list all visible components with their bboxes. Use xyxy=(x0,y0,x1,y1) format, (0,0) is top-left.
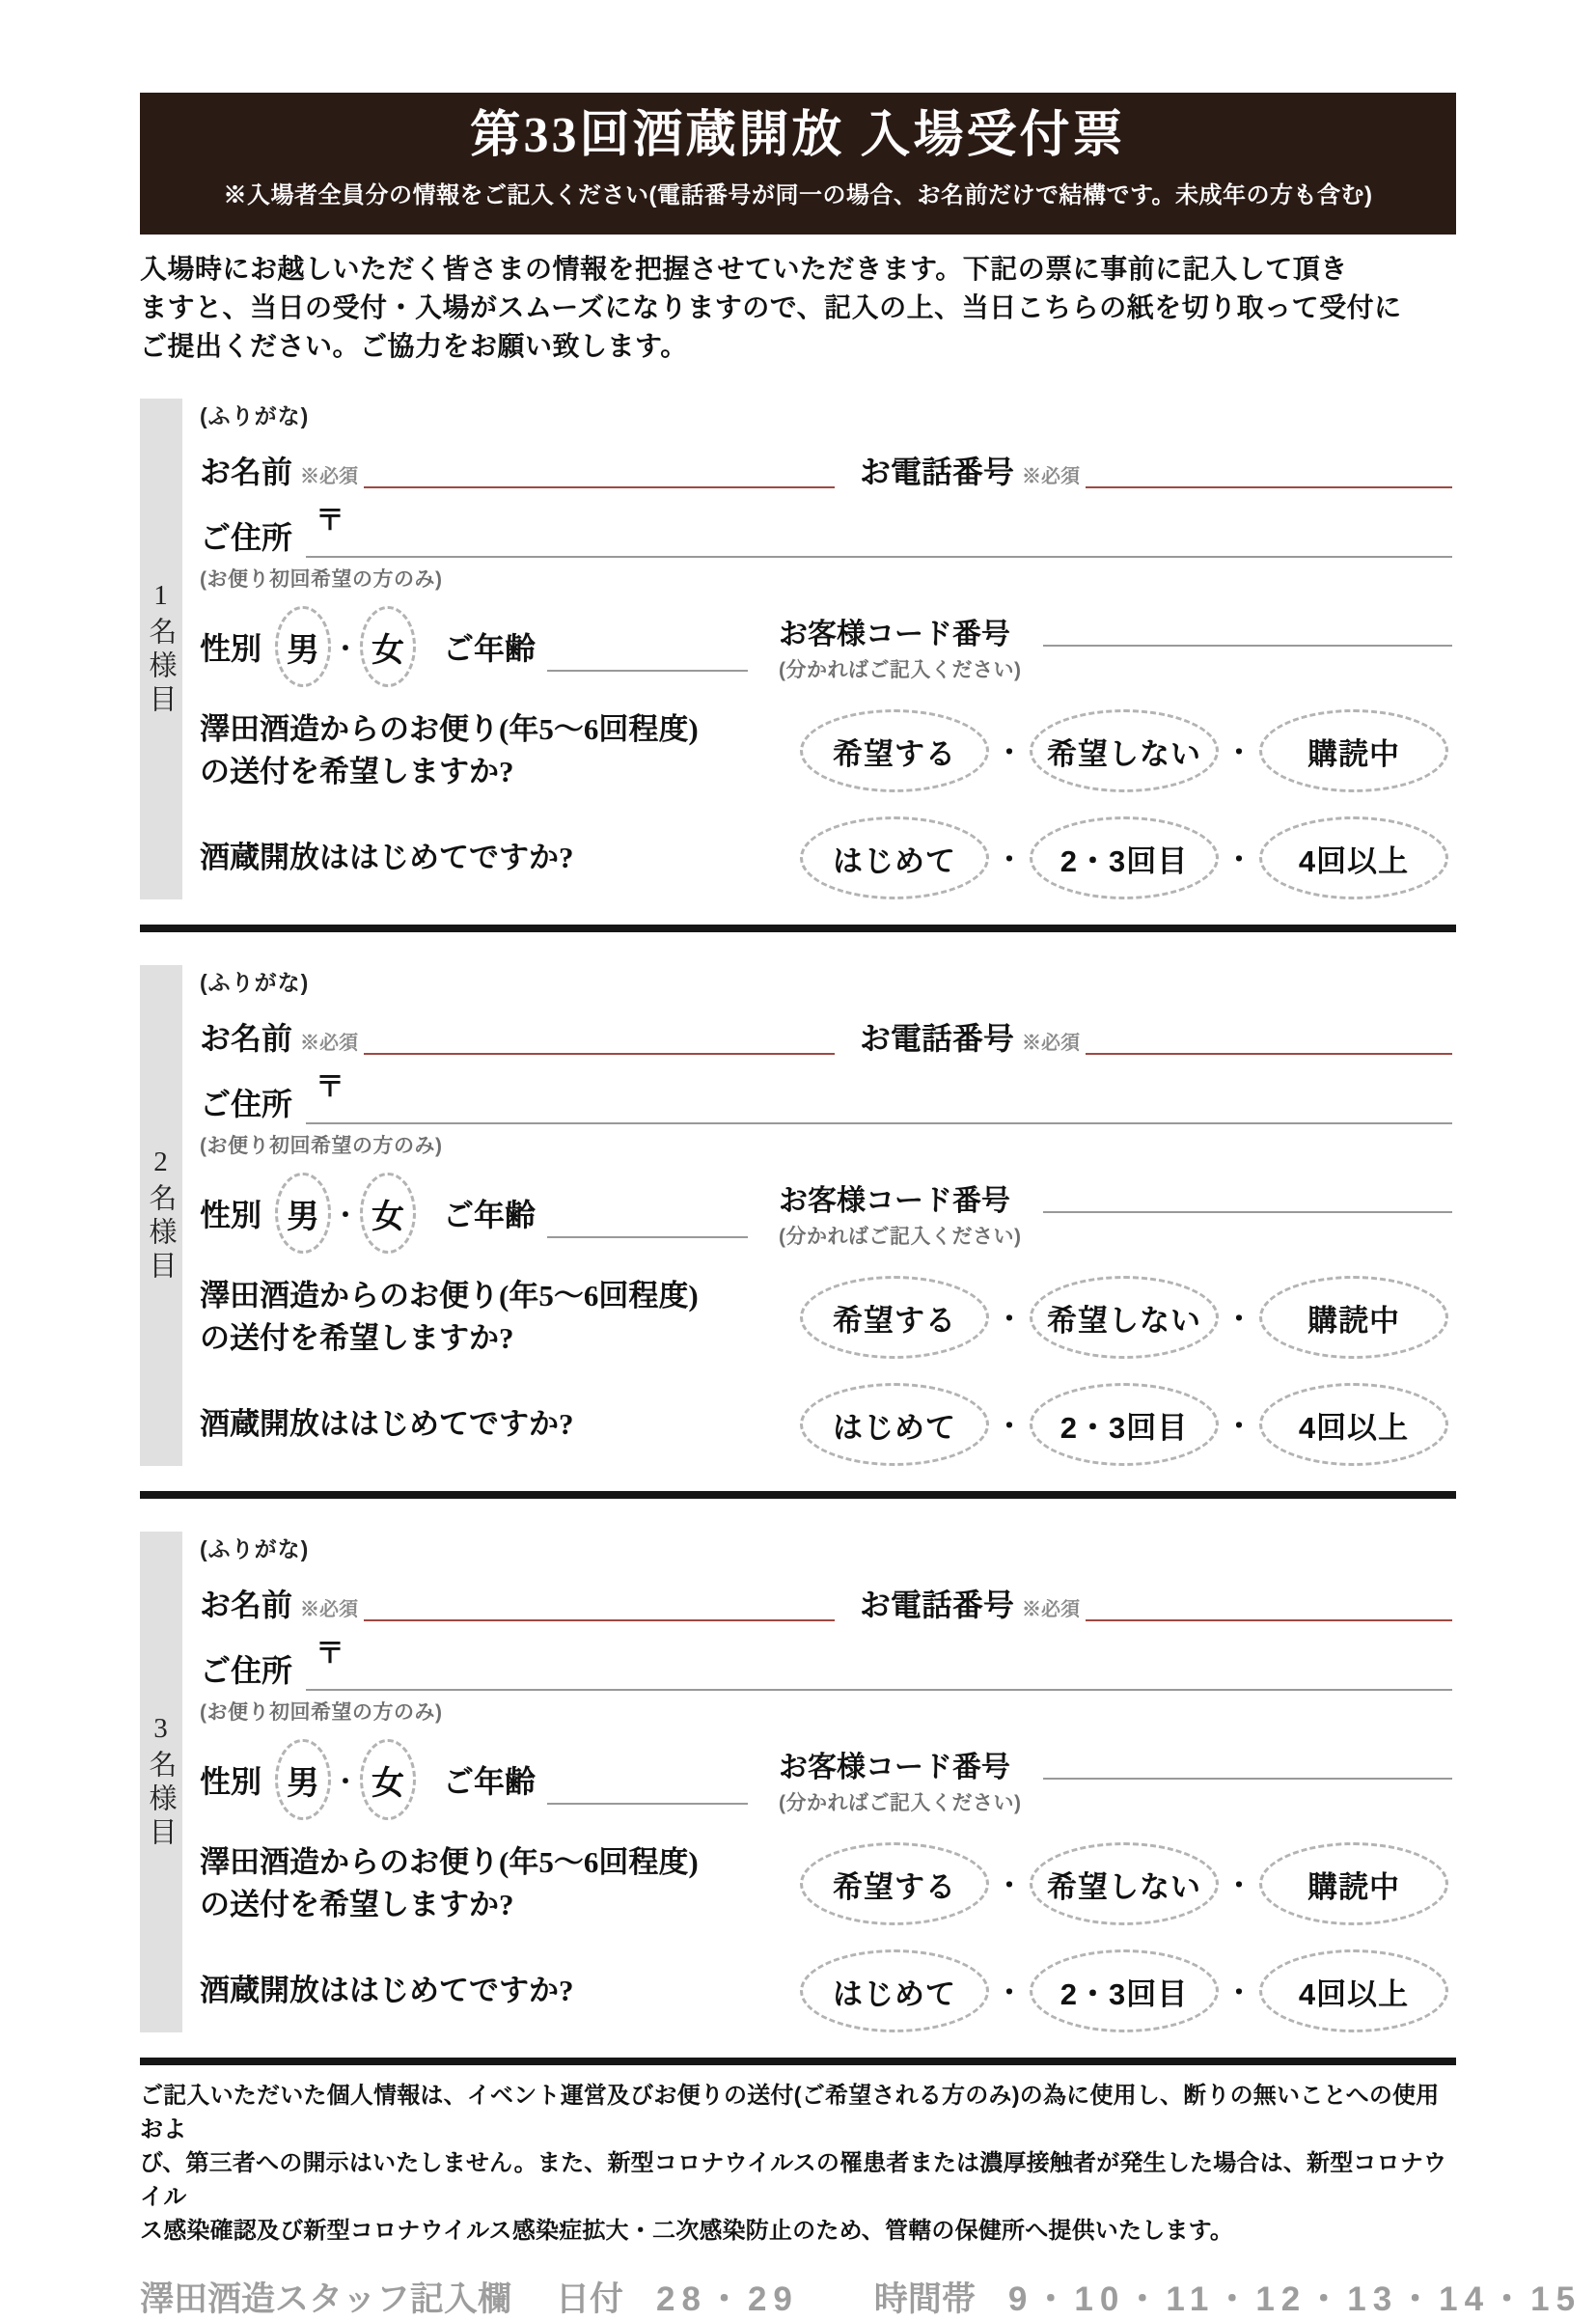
furigana-label: (ふりがな) xyxy=(200,1536,310,1561)
date-options[interactable]: 28・29 xyxy=(656,2280,799,2318)
age-label: ご年齢 xyxy=(443,1198,537,1232)
address-input-line[interactable] xyxy=(306,500,1452,558)
postal-mark: 〒 xyxy=(316,505,345,537)
intro-line: ますと、当日の受付・入場がスムーズになりますので、記入の上、当日こちらの紙を切り取って受付に xyxy=(140,292,1402,322)
name-phone-row xyxy=(200,436,1456,494)
first-time-option-2-3[interactable]: 2・3回目 xyxy=(1030,1949,1219,2032)
customer-code-hint: (分かればご記入ください) xyxy=(779,1226,1022,1248)
person-number-sidebar xyxy=(140,965,182,1466)
customer-code-row xyxy=(779,610,1456,652)
option-separator: ・ xyxy=(1225,1411,1253,1441)
option-separator: ・ xyxy=(996,844,1024,874)
first-time-options xyxy=(800,1949,1448,2032)
phone-required-badge: ※必須 xyxy=(1022,1599,1081,1620)
customer-code-block xyxy=(779,1176,1456,1250)
postal-mark: 〒 xyxy=(316,1071,345,1103)
form-title: 第33回酒蔵開放 入場受付票 xyxy=(470,108,1126,163)
address-hint: (お便り初回希望の方のみ) xyxy=(200,568,443,591)
name-label: お名前 xyxy=(200,1588,293,1622)
postal-mark: 〒 xyxy=(316,1638,345,1670)
gender-separator: ・ xyxy=(333,1200,359,1230)
newsletter-question-row xyxy=(200,1841,1456,1926)
privacy-line: ス感染確認及び新型コロナウイルス感染症拡大・二次感染防止のため、管轄の保健所へ提供いたします。 xyxy=(140,2218,1234,2244)
customer-code-hint: (分かればご記入ください) xyxy=(779,1792,1022,1814)
newsletter-options xyxy=(800,1276,1448,1359)
person-number-label: 2名様目 xyxy=(145,1147,177,1285)
newsletter-option-subscribed[interactable]: 購読中 xyxy=(1259,709,1448,792)
name-required-badge: ※必須 xyxy=(300,466,359,487)
gender-age-code-row xyxy=(200,1735,1456,1824)
customer-code-input-line[interactable] xyxy=(1043,1211,1452,1213)
gender-option-male[interactable]: 男 xyxy=(275,606,331,687)
newsletter-question xyxy=(200,1275,775,1360)
name-input-line[interactable] xyxy=(364,1053,835,1055)
option-separator: ・ xyxy=(996,737,1024,767)
newsletter-option-yes[interactable]: 希望する xyxy=(800,1276,989,1359)
option-separator: ・ xyxy=(996,1977,1024,2007)
first-time-question: 酒蔵開放ははじめてですか? xyxy=(200,1407,574,1441)
address-label: ご住所 xyxy=(200,520,293,555)
age-input-line[interactable] xyxy=(547,670,748,672)
newsletter-options xyxy=(800,709,1448,792)
staff-entry-label: 澤田酒造スタッフ記入欄 xyxy=(140,2280,512,2318)
person-section-content xyxy=(182,399,1456,899)
staff-entry-row xyxy=(140,2273,1582,2321)
first-time-question: 酒蔵開放ははじめてですか? xyxy=(200,1974,574,2007)
gender-option-female[interactable]: 女 xyxy=(360,606,416,687)
name-input-line[interactable] xyxy=(364,1619,835,1621)
newsletter-question-row xyxy=(200,1275,1456,1360)
gender-separator: ・ xyxy=(333,1766,359,1796)
first-time-options xyxy=(800,816,1448,899)
newsletter-question-row xyxy=(200,708,1456,793)
phone-required-badge: ※必須 xyxy=(1022,1033,1081,1054)
option-separator: ・ xyxy=(1225,1977,1253,2007)
first-time-question-row xyxy=(200,1949,1456,2032)
customer-code-input-line[interactable] xyxy=(1043,1778,1452,1780)
first-time-option-2-3[interactable]: 2・3回目 xyxy=(1030,1383,1219,1466)
name-phone-row xyxy=(200,1569,1456,1627)
address-input-line[interactable] xyxy=(306,1633,1452,1691)
furigana-label: (ふりがな) xyxy=(200,970,310,995)
person-section-content xyxy=(182,965,1456,1466)
newsletter-option-no[interactable]: 希望しない xyxy=(1030,1276,1219,1359)
person-number-sidebar xyxy=(140,399,182,899)
name-required-badge: ※必須 xyxy=(300,1599,359,1620)
first-time-option-4plus[interactable]: 4回以上 xyxy=(1259,1383,1448,1466)
name-label: お名前 xyxy=(200,455,293,489)
footer-divider xyxy=(140,2058,1456,2065)
intro-line: ご提出ください。ご協力をお願い致します。 xyxy=(140,331,688,361)
option-separator: ・ xyxy=(996,1411,1024,1441)
gender-label: 性別 xyxy=(200,631,262,666)
option-separator: ・ xyxy=(996,1870,1024,1900)
person-number-label: 1名様目 xyxy=(145,580,177,718)
age-input-line[interactable] xyxy=(547,1236,748,1238)
option-separator: ・ xyxy=(1225,844,1253,874)
first-time-question-row xyxy=(200,816,1456,899)
person-section-content xyxy=(182,1532,1456,2032)
phone-input-line[interactable] xyxy=(1086,1053,1452,1055)
newsletter-option-yes[interactable]: 希望する xyxy=(800,709,989,792)
option-separator: ・ xyxy=(1225,737,1253,767)
address-hint: (お便り初回希望の方のみ) xyxy=(200,1701,443,1724)
person-section-1 xyxy=(140,399,1456,899)
time-label: 時間帯 xyxy=(873,2280,976,2318)
person-number-label: 3名様目 xyxy=(145,1713,177,1851)
customer-code-block xyxy=(779,610,1456,683)
newsletter-question xyxy=(200,708,775,793)
customer-code-label: お客様コード番号 xyxy=(779,1752,1011,1783)
name-input-line[interactable] xyxy=(364,486,835,488)
phone-input-line[interactable] xyxy=(1086,1619,1452,1621)
gender-option-male[interactable]: 男 xyxy=(275,1739,331,1820)
question-line: の送付を希望しますか? xyxy=(200,1321,514,1355)
name-required-badge: ※必須 xyxy=(300,1033,359,1054)
option-separator: ・ xyxy=(996,1304,1024,1334)
first-time-option-first[interactable]: はじめて xyxy=(800,1949,989,2032)
customer-code-block xyxy=(779,1743,1456,1816)
phone-input-line[interactable] xyxy=(1086,486,1452,488)
first-time-option-first[interactable]: はじめて xyxy=(800,816,989,899)
phone-required-badge: ※必須 xyxy=(1022,466,1081,487)
name-label: お名前 xyxy=(200,1021,293,1056)
person-section-3 xyxy=(140,1532,1456,2032)
gender-option-female[interactable]: 女 xyxy=(360,1173,416,1254)
question-line: の送付を希望しますか? xyxy=(200,755,514,788)
phone-label: お電話番号 xyxy=(860,1588,1015,1622)
privacy-line: び、第三者への開示はいたしません。また、新型コロナウイルスの罹患者または濃厚接触者が発生した場合は、新型コロナウイル xyxy=(140,2150,1447,2210)
furigana-label: (ふりがな) xyxy=(200,403,310,428)
question-line: の送付を希望しますか? xyxy=(200,1888,514,1921)
section-divider xyxy=(140,925,1456,932)
customer-code-row xyxy=(779,1743,1456,1785)
name-phone-row xyxy=(200,1003,1456,1061)
first-time-option-first[interactable]: はじめて xyxy=(800,1383,989,1466)
question-line: 澤田酒造からのお便り(年5〜6回程度) xyxy=(200,712,699,746)
time-options[interactable]: 9・10・11・12・13・14・15 xyxy=(1007,2280,1582,2318)
newsletter-option-subscribed[interactable]: 購読中 xyxy=(1259,1842,1448,1925)
question-line: 澤田酒造からのお便り(年5〜6回程度) xyxy=(200,1279,699,1312)
gender-option-male[interactable]: 男 xyxy=(275,1173,331,1254)
address-row xyxy=(200,1061,1456,1124)
date-label: 日付 xyxy=(556,2280,624,2318)
first-time-option-2-3[interactable]: 2・3回目 xyxy=(1030,816,1219,899)
newsletter-question xyxy=(200,1841,775,1926)
intro-paragraph xyxy=(140,250,1456,366)
customer-code-hint: (分かればご記入ください) xyxy=(779,659,1022,681)
intro-line: 入場時にお越しいただく皆さまの情報を把握させていただきます。下記の票に事前に記入して頂き xyxy=(140,254,1348,284)
age-label: ご年齢 xyxy=(443,631,537,666)
customer-code-row xyxy=(779,1176,1456,1219)
gender-age-code-row xyxy=(200,1169,1456,1257)
customer-code-label: お客様コード番号 xyxy=(779,1185,1011,1217)
option-separator: ・ xyxy=(1225,1304,1253,1334)
address-row xyxy=(200,494,1456,558)
first-time-option-4plus[interactable]: 4回以上 xyxy=(1259,1949,1448,2032)
privacy-line: ご記入いただいた個人情報は、イベント運営及びお便りの送付(ご希望される方のみ)の為に使用し、断りの無いことへの使用およ xyxy=(140,2083,1440,2142)
gender-option-female[interactable]: 女 xyxy=(360,1739,416,1820)
gender-label: 性別 xyxy=(200,1764,262,1799)
gender-label: 性別 xyxy=(200,1198,262,1232)
privacy-note xyxy=(140,2079,1456,2248)
option-separator: ・ xyxy=(1225,1870,1253,1900)
form-header xyxy=(140,93,1456,235)
customer-code-label: お客様コード番号 xyxy=(779,619,1011,650)
age-label: ご年齢 xyxy=(443,1764,537,1799)
newsletter-option-yes[interactable]: 希望する xyxy=(800,1842,989,1925)
address-label: ご住所 xyxy=(200,1653,293,1688)
person-section-2 xyxy=(140,965,1456,1466)
form-subtitle: ※入場者全員分の情報をご記入ください(電話番号が同一の場合、お名前だけで結構です。未成年の方も含む) xyxy=(223,182,1373,208)
address-hint: (お便り初回希望の方のみ) xyxy=(200,1135,443,1157)
age-input-line[interactable] xyxy=(547,1803,748,1805)
person-number-sidebar xyxy=(140,1532,182,2032)
address-label: ご住所 xyxy=(200,1087,293,1121)
first-time-question-row xyxy=(200,1383,1456,1466)
address-input-line[interactable] xyxy=(306,1066,1452,1124)
newsletter-option-subscribed[interactable]: 購読中 xyxy=(1259,1276,1448,1359)
gender-separator: ・ xyxy=(333,633,359,663)
phone-label: お電話番号 xyxy=(860,455,1015,489)
newsletter-option-no[interactable]: 希望しない xyxy=(1030,1842,1219,1925)
address-row xyxy=(200,1627,1456,1691)
customer-code-input-line[interactable] xyxy=(1043,645,1452,647)
first-time-option-4plus[interactable]: 4回以上 xyxy=(1259,816,1448,899)
newsletter-option-no[interactable]: 希望しない xyxy=(1030,709,1219,792)
newsletter-options xyxy=(800,1842,1448,1925)
first-time-options xyxy=(800,1383,1448,1466)
question-line: 澤田酒造からのお便り(年5〜6回程度) xyxy=(200,1845,699,1879)
first-time-question: 酒蔵開放ははじめてですか? xyxy=(200,841,574,874)
phone-label: お電話番号 xyxy=(860,1021,1015,1056)
gender-age-code-row xyxy=(200,602,1456,691)
section-divider xyxy=(140,1491,1456,1499)
